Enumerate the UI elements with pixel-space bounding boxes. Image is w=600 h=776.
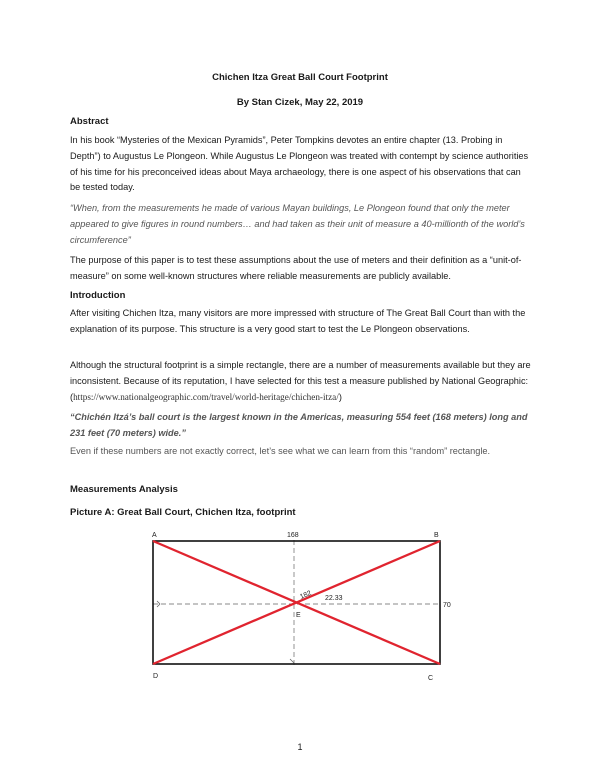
diagonal-label: 182 [299,589,313,601]
figure-caption: Picture A: Great Ball Court, Chichen Itza, footprint [70,507,296,518]
national-geographic-link[interactable]: https://www.nationalgeographic.com/travel/world-heritage/chichen-itza/ [73,391,339,402]
corner-label-c: C [428,675,434,682]
corner-label-a: A [152,532,157,539]
abstract-heading: Abstract [70,116,109,127]
corner-label-d: D [153,673,159,680]
introduction-heading: Introduction [70,290,126,301]
introduction-paragraph-2-end: ) [338,391,342,402]
abstract-paragraph-2: The purpose of this paper is to test these assumptions about the use of meters and their definition as a “unit-of-measure” on some well-known structures where reliable measurements are publicly available. [70,255,522,281]
abstract-quote: “When, from the measurements he made of various Mayan buildings, Le Plongeon found that only the meter appeared to give figures in round numbers… and had taken as their unit of measure a 40-millionth of the world’s circumference” [70,203,525,245]
introduction-quote: “Chichén Itzá’s ball court is the largest known in the Americas, measuring 554 feet (168 meters) long and 231 feet (70 meters) wide.” [70,412,528,438]
measurements-analysis-heading: Measurements Analysis [70,484,178,495]
abstract-paragraph-1: In his book “Mysteries of the Mexican Pyramids”, Peter Tompkins devotes an entire chapter (13. Probing in Depth”) to Augustus Le Plongeon. While Augustus Le Plongeon was treated with contempt by science authorities of his time for his preconceived ideas about Maya archaeology, there is one aspect of his observations that can be tested today. [70,135,529,193]
length-label: 168 [287,532,299,539]
measure-tick-bottom [290,659,294,663]
paper-title: Chichen Itza Great Ball Court Footprint [212,72,388,83]
page-number: 1 [297,742,303,752]
half-measure-label: 22.33 [325,595,343,602]
center-label-e: E [296,612,301,619]
width-label: 70 [443,602,451,609]
introduction-paragraph-1: After visiting Chichen Itza, many visitors are more impressed with structure of The Great Ball Court than with the explanation of its purpose. This structure is a very good start to test the Le Plongeon observations. [70,308,526,334]
corner-label-b: B [434,532,439,539]
introduction-paragraph-3: Even if these numbers are not exactly correct, let’s see what we can learn from this “random” rectangle. [70,446,491,456]
paper-byline: By Stan Cizek, May 22, 2019 [236,97,364,108]
introduction-paragraph-2-text: Although the structural footprint is a simple rectangle, there are a number of measurements available but they are inconsistent. Because of its reputation, I have selected for this test a measure published by National Geographic: ( [70,360,531,402]
